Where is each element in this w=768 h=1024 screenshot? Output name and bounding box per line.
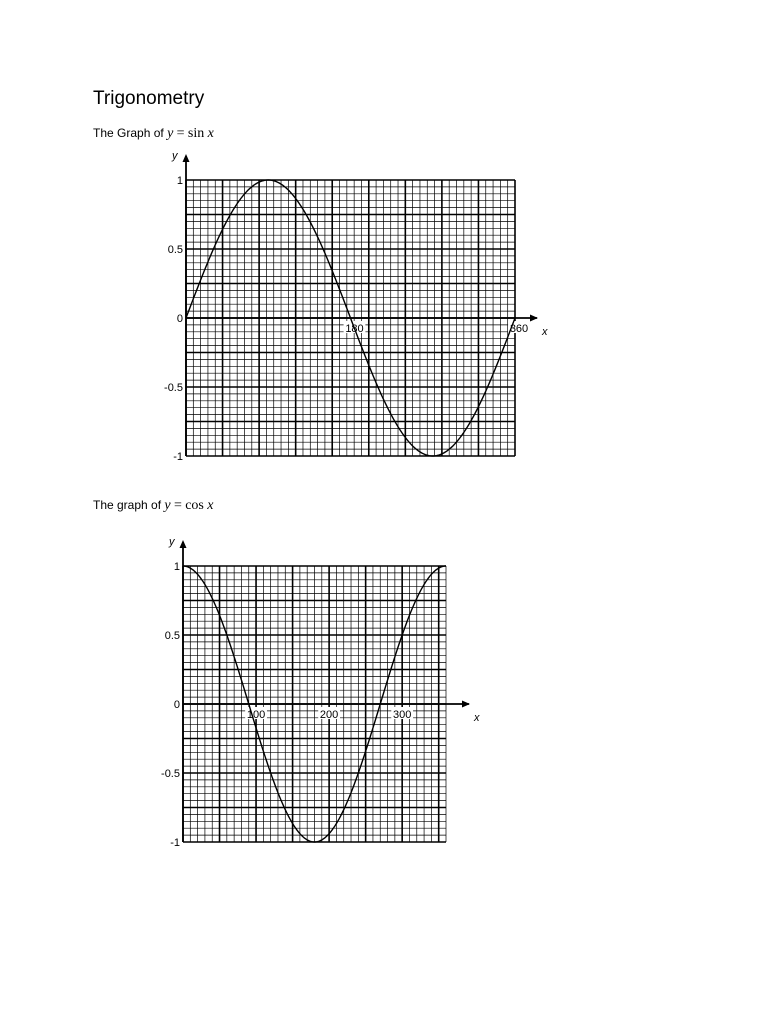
caption-function: cos <box>185 498 204 513</box>
page-title: Trigonometry <box>93 88 205 109</box>
caption-var-x: x <box>207 498 214 513</box>
y-tick-label: 1 <box>176 175 183 187</box>
x-tick-label: 200 <box>319 709 339 721</box>
caption-function: sin <box>187 126 205 141</box>
y-tick-label: 1 <box>173 561 180 573</box>
x-tick-label: 100 <box>246 709 266 721</box>
y-axis-arrow <box>180 540 187 548</box>
x-tick-label: 360 <box>509 323 529 335</box>
y-tick-label: -1 <box>170 837 180 849</box>
caption-var-y: y <box>164 498 171 513</box>
x-axis-arrow <box>462 701 470 708</box>
caption-var-x: x <box>207 126 214 141</box>
y-tick-label: 0 <box>176 313 183 325</box>
caption-equals: = <box>176 126 185 141</box>
y-tick-label: 0.5 <box>167 244 183 256</box>
caption-text: The Graph of <box>93 126 164 140</box>
caption-equals: = <box>173 498 182 513</box>
x-tick-label: 300 <box>392 709 412 721</box>
x-axis-label: x <box>474 712 480 724</box>
caption-var-y: y <box>167 126 174 141</box>
y-axis-label: y <box>172 150 178 162</box>
y-axis-label: y <box>169 536 175 548</box>
x-axis-label: x <box>542 326 548 338</box>
y-tick-label: 0 <box>173 699 180 711</box>
y-tick-label: -1 <box>173 451 183 463</box>
y-tick-label: -0.5 <box>161 768 180 780</box>
caption-text: The graph of <box>93 498 162 512</box>
y-tick-label: -0.5 <box>164 382 183 394</box>
x-tick-label: 180 <box>345 323 364 335</box>
y-tick-label: 0.5 <box>164 630 180 642</box>
